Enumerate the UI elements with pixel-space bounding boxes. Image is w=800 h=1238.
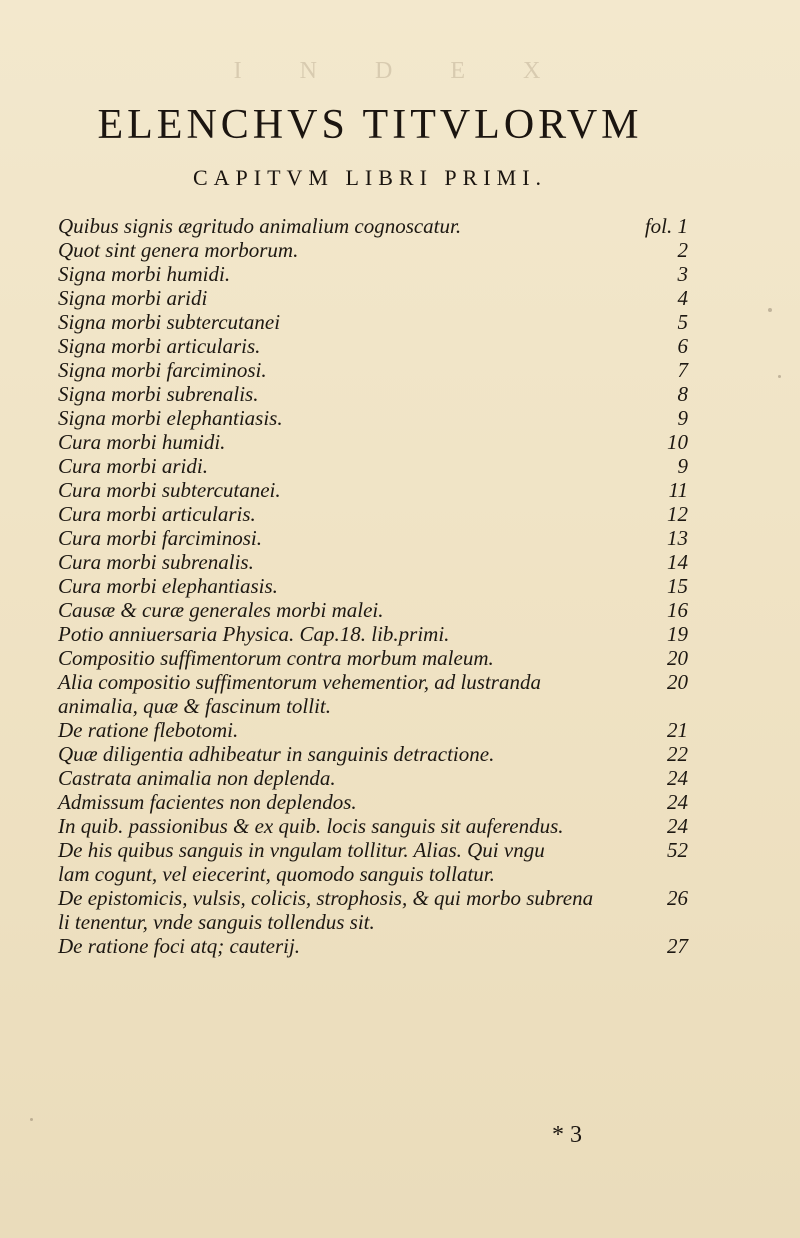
entry-title: Cura morbi farciminosi. [58, 526, 262, 550]
entry-page: 4 [677, 286, 688, 310]
toc-entry [58, 814, 688, 838]
entry-title: Quot sint genera morborum. [58, 238, 299, 262]
entry-page: 9 [677, 454, 688, 478]
toc-entry [58, 574, 688, 598]
toc-entry [58, 622, 688, 646]
entry-page: 19 [667, 622, 688, 646]
toc-entry [58, 934, 688, 958]
entry-page: 9 [677, 406, 688, 430]
paper-speck [768, 308, 772, 312]
entry-page: 14 [667, 550, 688, 574]
toc-entry [58, 886, 688, 934]
toc-entry [58, 598, 688, 622]
table-of-contents [58, 214, 688, 958]
entry-title: Cura morbi subtercutanei. [58, 478, 281, 502]
entry-page: 24 [667, 814, 688, 838]
toc-entry [58, 334, 688, 358]
entry-page: 8 [677, 382, 688, 406]
entry-title: Signa morbi humidi. [58, 262, 231, 286]
entry-page: 26 [667, 886, 688, 910]
entry-page: 13 [667, 526, 688, 550]
entry-title: Castrata animalia non deplenda. [58, 766, 336, 790]
toc-entry [58, 742, 688, 766]
toc-entry [58, 478, 688, 502]
page-subtitle: CAPITVM LIBRI PRIMI. [192, 165, 548, 190]
entry-page: 21 [667, 718, 688, 742]
toc-entry [58, 238, 688, 262]
entry-title: Alia compositio suffimentorum vehementior, ad lustranda animalia, quæ & fascinum tollit. [58, 670, 541, 718]
entry-title: Causæ & curæ generales morbi malei. [58, 598, 384, 622]
toc-entry [58, 406, 688, 430]
bleed-through-text: I N D E X [233, 58, 567, 84]
toc-entry [58, 430, 688, 454]
entry-title: In quib. passionibus & ex quib. locis sanguis sit auferendus. [58, 814, 564, 838]
entry-title: Cura morbi elephantiasis. [58, 574, 278, 598]
toc-entry [58, 550, 688, 574]
entry-title: Signa morbi articularis. [58, 334, 261, 358]
entry-page: 20 [667, 646, 688, 670]
entry-page: 12 [667, 502, 688, 526]
entry-title: Signa morbi elephantiasis. [58, 406, 283, 430]
entry-title: Quibus signis ægritudo animalium cognoscatur. [58, 214, 462, 238]
toc-entry [58, 502, 688, 526]
entry-page: 27 [667, 934, 688, 958]
entry-page: 24 [667, 766, 688, 790]
entry-page: 6 [677, 334, 688, 358]
entry-page: fol. 1 [644, 214, 688, 238]
entry-page: 10 [667, 430, 688, 454]
entry-page: 20 [667, 670, 688, 694]
toc-entry [58, 310, 688, 334]
toc-entry [58, 766, 688, 790]
entry-page: 5 [677, 310, 688, 334]
entry-title: Signa morbi subrenalis. [58, 382, 259, 406]
entry-page: 7 [677, 358, 688, 382]
toc-entry [58, 526, 688, 550]
toc-entry [58, 838, 688, 886]
paper-speck [778, 375, 781, 378]
page-title: ELENCHVS TITVLORVM [97, 102, 643, 148]
entry-title: Cura morbi subrenalis. [58, 550, 254, 574]
toc-entry [58, 718, 688, 742]
entry-title: Quæ diligentia adhibeatur in sanguinis detractione. [58, 742, 495, 766]
entry-page: 22 [667, 742, 688, 766]
entry-title: De epistomicis, vulsis, colicis, strophosis, & qui morbo subrena li tenentur, vnde sanguis tollendus sit. [58, 886, 594, 934]
entry-title: De ratione flebotomi. [58, 718, 239, 742]
toc-entry [58, 454, 688, 478]
entry-title: De his quibus sanguis in vngulam tollitur. Alias. Qui vngu lam cogunt, vel eiecerint, quomodo sanguis tollatur. [58, 838, 545, 886]
toc-entry [58, 262, 688, 286]
toc-entry [58, 646, 688, 670]
entry-page: 24 [667, 790, 688, 814]
entry-page: 16 [667, 598, 688, 622]
toc-entry [58, 670, 688, 718]
entry-page: 52 [667, 838, 688, 862]
entry-title: Potio anniuersaria Physica. Cap.18. lib.primi. [58, 622, 450, 646]
entry-title: Cura morbi aridi. [58, 454, 208, 478]
entry-page: 3 [677, 262, 688, 286]
entry-page: 2 [677, 238, 688, 262]
entry-title: Admissum facientes non deplendos. [58, 790, 357, 814]
entry-title: Cura morbi articularis. [58, 502, 256, 526]
entry-title: Signa morbi farciminosi. [58, 358, 267, 382]
toc-entry [58, 382, 688, 406]
entry-title: Cura morbi humidi. [58, 430, 226, 454]
toc-entry [58, 358, 688, 382]
signature-mark: * 3 [552, 1122, 582, 1148]
entry-page: 15 [667, 574, 688, 598]
toc-entry [58, 790, 688, 814]
entry-title: Compositio suffimentorum contra morbum maleum. [58, 646, 494, 670]
toc-entry [58, 214, 688, 238]
entry-title: Signa morbi aridi [58, 286, 208, 310]
entry-page: 11 [668, 478, 688, 502]
paper-speck [30, 1118, 33, 1121]
entry-title: De ratione foci atq; cauterij. [58, 934, 301, 958]
toc-entry [58, 286, 688, 310]
entry-title: Signa morbi subtercutanei [58, 310, 281, 334]
